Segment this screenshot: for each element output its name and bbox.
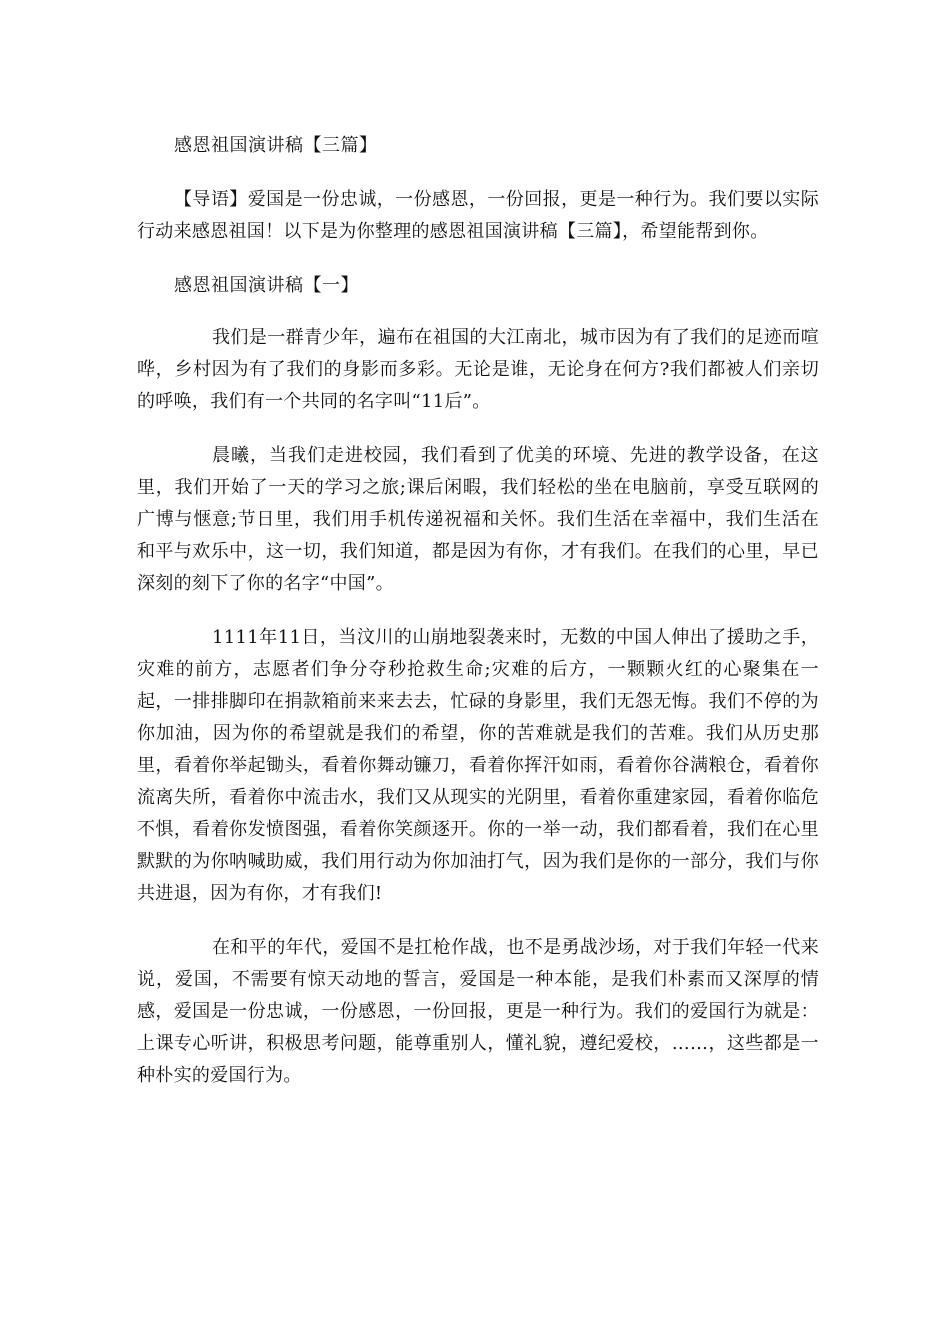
body-paragraph: 在和平的年代，爱国不是扛枪作战，也不是勇战沙场，对于我们年轻一代来说，爱国，不需要有惊天动地的誓言，爱国是一种本能，是我们朴素而又深厚的情感，爱国是一份忠诚，一份感恩，一份回报，更是一种行为。我们的爱国行为就是：上课专心听讲，积极思考问题，能尊重别人，懂礼貌，遵纪爱校，……，这些都是一种朴实的爱国行为。 [137, 937, 819, 1086]
intro-paragraph: 【导语】爱国是一份忠诚，一份感恩，一份回报，更是一种行为。我们要以实际行动来感恩祖国！以下是为你整理的感恩祖国演讲稿【三篇】，希望能帮到你。 [137, 189, 819, 242]
body-paragraph: 我们是一群青少年，遍布在祖国的大江南北，城市因为有了我们的足迹而喧哗，乡村因为有了我们的身影而多彩。无论是谁，无论身在何方?我们都被人们亲切的呼唤，我们有一个共同的名字叫“11后”。 [137, 327, 819, 412]
body-paragraph: 1111年11日，当汶川的山崩地裂袭来时，无数的中国人伸出了援助之手，灾难的前方，志愿者们争分夺秒抢救生命;灾难的后方，一颗颗火红的心聚集在一起，一排排脚印在捐款箱前来来去去，忙碌的身影里，我们无怨无悔。我们不停的为你加油，因为你的希望就是我们的希望，你的苦难就是我们的苦难。我们从历史那里，看着你举起锄头，看着你舞动镰刀，看着你挥汗如雨，看着你谷满粮仓，看着你流离失所，看着你中流击水，我们又从现实的光阴里，看着你重建家园，看着你临危不惧，看着你发愤图强，看着你笑颜逐开。你的一举一动，我们都看着，我们在心里默默的为你呐喊助威，我们用行动为你加油打气，因为我们是你的一部分，我们与你共进退，因为有你，才有我们! [137, 627, 819, 904]
document-title: 感恩祖国演讲稿【三篇】 [174, 135, 378, 156]
section-title: 感恩祖国演讲稿【一】 [174, 275, 359, 296]
body-paragraph: 晨曦，当我们走进校园，我们看到了优美的环境、先进的教学设备，在这里，我们开始了一天的学习之旅;课后闲暇，我们轻松的坐在电脑前，享受互联网的广博与惬意;节日里，我们用手机传递祝福和关怀。我们生活在幸福中，我们生活在和平与欢乐中，这一切，我们知道，都是因为有你，才有我们。在我们的心里，早已深刻的刻下了你的名字“中国”。 [137, 445, 819, 594]
document-page [137, 130, 819, 1114]
